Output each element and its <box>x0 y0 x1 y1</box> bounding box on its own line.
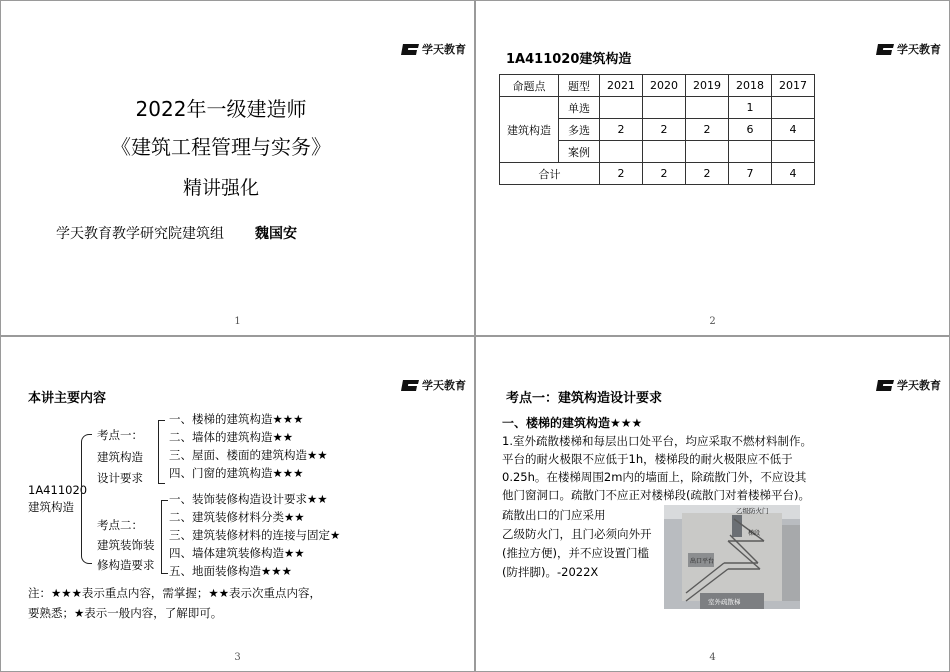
photo-label-exit-platform: 出口平台 <box>690 558 715 565</box>
outline-root-line2: 建筑构造 <box>28 500 74 514</box>
value-cell: 6 <box>729 119 772 141</box>
body-line: 0.25h。在楼梯周围2m内的墙面上，除疏散门外，不应设其 <box>502 470 807 484</box>
brand-logo <box>876 41 941 57</box>
course-title-line1: 2022年一级建造师 <box>135 97 307 121</box>
brand-logo-icon <box>876 44 894 55</box>
brand-logo-text: 学天教育 <box>422 43 466 56</box>
total-cell: 2 <box>600 163 643 185</box>
total-cell: 2 <box>643 163 686 185</box>
value-cell <box>600 97 643 119</box>
point2-label-line3: 修构造要求 <box>97 558 155 572</box>
point2-item: 一、装饰装修构造设计要求★★ <box>169 492 328 506</box>
brand-logo <box>876 377 941 393</box>
value-cell <box>600 141 643 163</box>
point2-item: 五、地面装修构造★★★ <box>169 564 292 578</box>
brand-logo-icon <box>401 380 419 391</box>
point2-label-line1: 考点二： <box>97 518 143 532</box>
brand-logo-text: 学天教育 <box>897 43 941 56</box>
value-cell <box>729 141 772 163</box>
point2-label-line2: 建筑装饰装 <box>97 538 155 552</box>
type-cell: 多选 <box>559 119 600 141</box>
table-row <box>500 97 815 119</box>
legend-note-line1: 注：★★★表示重点内容，需掌握；★★表示次重点内容， <box>28 586 322 600</box>
value-cell <box>686 141 729 163</box>
outline-root-line1: 1A411020 <box>28 483 88 497</box>
header-cell: 命题点 <box>500 75 559 97</box>
course-author: 魏国安 <box>255 226 297 242</box>
value-cell: 4 <box>772 119 815 141</box>
brand-logo <box>401 377 466 393</box>
point2-item: 三、建筑装修材料的连接与固定★ <box>169 528 341 542</box>
point1-item: 三、屋面、楼面的建筑构造★★ <box>169 448 328 462</box>
slide-4[interactable] <box>475 336 950 672</box>
fire-stair-photo <box>664 505 800 609</box>
header-cell: 2017 <box>772 75 815 97</box>
topic-cell: 建筑构造 <box>500 97 559 163</box>
value-cell: 2 <box>643 119 686 141</box>
type-cell: 单选 <box>559 97 600 119</box>
point1-label-line1: 考点一： <box>97 428 143 442</box>
header-cell: 2021 <box>600 75 643 97</box>
slide-title: 考点一：建筑构造设计要求 <box>506 391 663 406</box>
body-line: (推拉方便)，并不应设置门槛 <box>502 546 649 560</box>
page-number: 4 <box>709 652 716 663</box>
point1-label-line3: 设计要求 <box>97 471 143 485</box>
table-header-row <box>500 75 815 97</box>
brand-logo-text: 学天教育 <box>422 379 466 392</box>
page-number: 2 <box>709 316 716 327</box>
point1-item: 二、墙体的建筑构造★★ <box>169 430 294 444</box>
point1-label-line2: 建筑构造 <box>97 450 143 464</box>
section-heading: 一、楼梯的建筑构造★★★ <box>502 416 643 430</box>
header-cell: 2020 <box>643 75 686 97</box>
value-cell <box>772 141 815 163</box>
value-cell: 1 <box>729 97 772 119</box>
point2-item: 二、建筑装修材料分类★★ <box>169 510 305 524</box>
value-cell <box>643 141 686 163</box>
photo-label-fire-door: 乙级防火门 <box>736 507 769 515</box>
brand-logo <box>401 41 466 57</box>
value-cell: 2 <box>686 119 729 141</box>
page-number: 3 <box>234 652 241 663</box>
slide-1[interactable] <box>0 0 475 336</box>
outline-bracket-main <box>81 434 92 564</box>
exam-stats-table <box>499 74 815 185</box>
point1-bracket <box>158 420 165 484</box>
brand-logo-text: 学天教育 <box>897 379 941 392</box>
point2-bracket <box>161 500 168 574</box>
value-cell: 2 <box>600 119 643 141</box>
value-cell <box>772 97 815 119</box>
photo-label-outdoor-stair: 室外疏散梯 <box>708 598 741 606</box>
course-title-line3: 精讲强化 <box>182 177 259 199</box>
body-line: 他门窗洞口。疏散门不应正对楼梯段(疏散门对着楼梯平台)。 <box>502 488 810 502</box>
point2-item: 四、墙体建筑装修构造★★ <box>169 546 305 560</box>
brand-logo-icon <box>876 380 894 391</box>
body-line: 疏散出口的门应采用 <box>502 508 606 522</box>
point1-item: 一、楼梯的建筑构造★★★ <box>169 412 304 426</box>
body-line: 1.室外疏散楼梯和每层出口处平台，均应采取不燃材料制作。 <box>502 434 812 448</box>
total-label-cell: 合计 <box>500 163 600 185</box>
body-line: 乙级防火门，且门必须向外开 <box>502 527 652 541</box>
page-number: 1 <box>234 316 241 327</box>
body-line: (防拌脚)。-2022X <box>502 565 599 579</box>
type-cell: 案例 <box>559 141 600 163</box>
header-cell: 2018 <box>729 75 772 97</box>
course-subtitle: 学天教育教学研究院建筑组 <box>56 226 224 242</box>
table-total-row <box>500 163 815 185</box>
legend-note-line2: 要熟悉；★表示一般内容，了解即可。 <box>28 606 223 620</box>
header-cell: 题型 <box>559 75 600 97</box>
point1-item: 四、门窗的建筑构造★★★ <box>169 466 304 480</box>
total-cell: 2 <box>686 163 729 185</box>
total-cell: 4 <box>772 163 815 185</box>
body-line: 平台的耐火极限不应低于1h，楼梯段的耐火极限应不低于 <box>502 452 793 466</box>
slide-2[interactable] <box>475 0 950 336</box>
value-cell <box>643 97 686 119</box>
header-cell: 2019 <box>686 75 729 97</box>
photo-label-flight: 梯段 <box>748 530 761 537</box>
course-title-line2: 《建筑工程管理与实务》 <box>111 135 331 159</box>
value-cell <box>686 97 729 119</box>
brand-logo-icon <box>401 44 419 55</box>
slide-3[interactable] <box>0 336 475 672</box>
slide-title: 本讲主要内容 <box>28 391 107 406</box>
slide-title: 1A411020建筑构造 <box>506 52 632 67</box>
total-cell: 7 <box>729 163 772 185</box>
